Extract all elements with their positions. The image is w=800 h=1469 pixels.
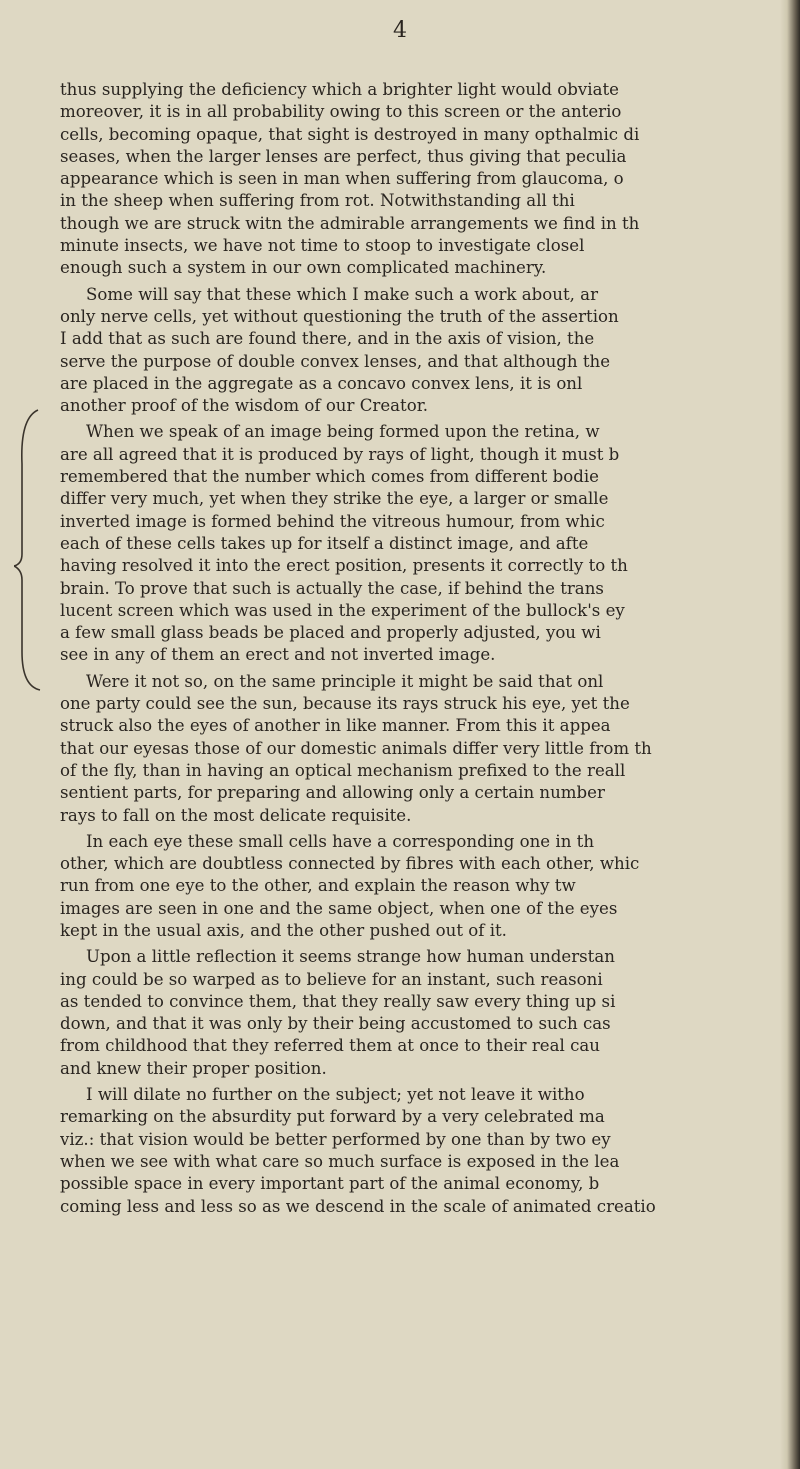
text-line: remembered that the number which comes from different bodie [60, 467, 599, 487]
text-line: when we see with what care so much surface is exposed in the lea [60, 1151, 620, 1171]
text-line: in the sheep when suffering from rot. Notwithstanding all thi [60, 191, 575, 211]
text-line: I will dilate no further on the subject; yet not leave it witho [86, 1085, 585, 1105]
text-line: rays to fall on the most delicate requisite. [60, 805, 412, 825]
text-line: inverted image is formed behind the vitreous humour, from whic [60, 511, 605, 531]
text-line: having resolved it into the erect position, presents it correctly to th [60, 556, 628, 576]
text-line: differ very much, yet when they strike the eye, a larger or smalle [60, 489, 609, 509]
text-line: appearance which is seen in man when suffering from glaucoma, o [60, 169, 624, 189]
text-line: one party could see the sun, because its rays struck his eye, yet the [60, 694, 630, 714]
text-line: from childhood that they referred them at once to their real cau [60, 1036, 600, 1056]
text-line: moreover, it is in all probability owing to this screen or the anterio [60, 102, 622, 122]
text-line: see in any of them an erect and not inverted image. [60, 645, 496, 665]
text-line: When we speak of an image being formed upon the retina, w [86, 422, 600, 442]
text-line: Were it not so, on the same principle it might be said that onl [86, 671, 604, 691]
paragraph [60, 831, 772, 942]
text-line: and knew their proper position. [60, 1058, 327, 1078]
paragraph [60, 79, 772, 280]
text-line: In each eye these small cells have a corresponding one in th [86, 831, 595, 851]
text-line: cells, becoming opaque, that sight is destroyed in many opthalmic di [60, 124, 640, 144]
text-line: struck also the eyes of another in like manner. From this it appea [60, 716, 611, 736]
text-line: a few small glass beads be placed and properly adjusted, you wi [60, 623, 601, 643]
text-line: Upon a little reflection it seems strange how human understan [86, 947, 615, 967]
text-line: another proof of the wisdom of our Creator. [60, 396, 429, 416]
paragraph [60, 1084, 772, 1218]
paragraph [60, 671, 772, 827]
text-line: thus supplying the deficiency which a brighter light would obviate [60, 80, 619, 99]
text-line: down, and that it was only by their being accustomed to such cas [60, 1014, 611, 1034]
text-line: are all agreed that it is produced by rays of light, though it must b [60, 444, 620, 464]
text-line: that our eyesas those of our domestic animals differ very little from th [60, 738, 652, 758]
text-line: lucent screen which was used in the experiment of the bullock's ey [60, 600, 625, 620]
text-line: viz.: that vision would be better performed by one than by two ey [60, 1129, 611, 1149]
text-line: brain. To prove that such is actually the case, if behind the trans [60, 578, 604, 598]
text-line: possible space in every important part of the animal economy, b [60, 1174, 600, 1194]
handwritten-bracket-mark [14, 404, 46, 694]
text-line: seases, when the larger lenses are perfect, thus giving that peculia [60, 146, 627, 166]
text-line: images are seen in one and the same object, when one of the eyes [60, 898, 618, 918]
paragraph [60, 284, 772, 418]
text-line: remarking on the absurdity put forward by a very celebrated ma [60, 1107, 605, 1127]
text-line: Some will say that these which I make such a work about, ar [86, 284, 598, 304]
text-line: of the fly, than in having an optical mechanism prefixed to the reall [60, 760, 626, 780]
text-line: are placed in the aggregate as a concavo convex lens, it is onl [60, 373, 583, 393]
text-line: though we are struck witn the admirable arrangements we find in th [60, 213, 640, 233]
text-line: kept in the usual axis, and the other pushed out of it. [60, 920, 507, 940]
page-body-text [60, 79, 772, 1218]
text-line: sentient parts, for preparing and allowing only a certain number [60, 783, 605, 803]
text-line: each of these cells takes up for itself a distinct image, and afte [60, 533, 589, 553]
text-line: serve the purpose of double convex lenses, and that although the [60, 351, 611, 371]
text-line: ing could be so warped as to believe for an instant, such reasoni [60, 969, 603, 989]
page-number: 4 [393, 18, 407, 43]
text-line: enough such a system in our own complicated machinery. [60, 258, 547, 278]
text-line: other, which are doubtless connected by fibres with each other, whic [60, 854, 640, 874]
paragraph [60, 946, 772, 1080]
text-line: coming less and less so as we descend in the scale of animated creatio [60, 1196, 656, 1216]
paragraph [60, 421, 772, 666]
book-spine-edge [780, 0, 800, 1469]
text-line: as tended to convince them, that they really saw every thing up si [60, 991, 616, 1011]
text-line: I add that as such are found there, and in the axis of vision, the [60, 329, 595, 349]
text-line: only nerve cells, yet without questioning the truth of the assertion [60, 306, 619, 326]
text-line: run from one eye to the other, and explain the reason why tw [60, 876, 576, 896]
text-line: minute insects, we have not time to stoop to investigate closel [60, 236, 585, 256]
